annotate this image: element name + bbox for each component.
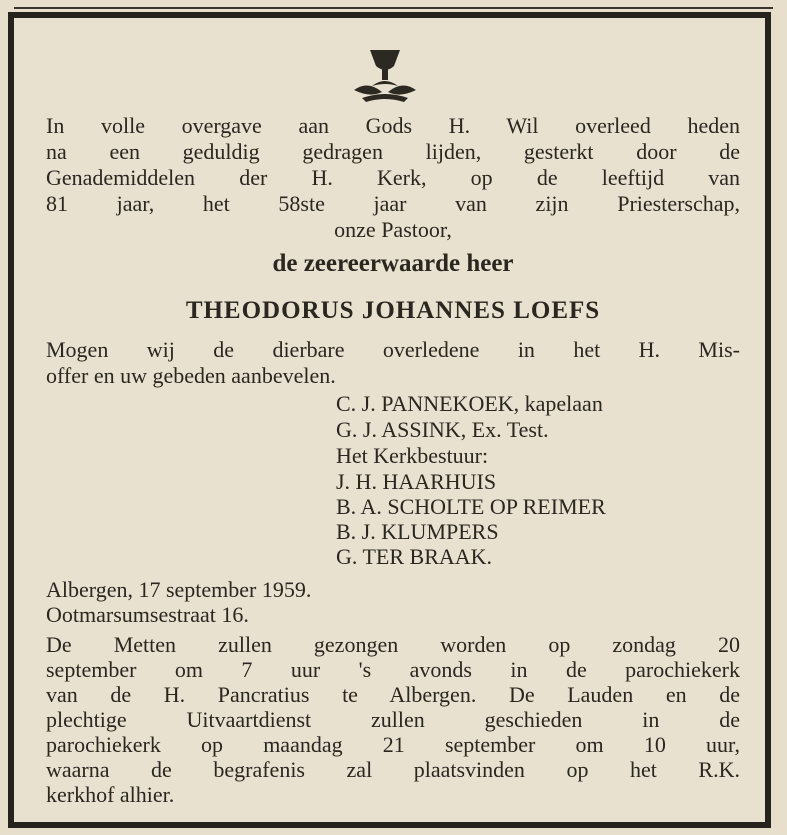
- service-line-5: parochiekerk op maandag 21 september om 10 uur,: [46, 732, 740, 757]
- signatory-line: G. J. ASSINK, Ex. Test.: [336, 417, 549, 442]
- top-rule: [14, 7, 773, 9]
- signatory-line: G. TER BRAAK.: [336, 544, 493, 569]
- intro-line-5: onze Pastoor,: [334, 217, 452, 242]
- signatory-line: Het Kerkbestuur:: [336, 443, 489, 468]
- signatory-line: B. J. KLUMPERS: [336, 519, 499, 544]
- intro-line-4: 81 jaar, het 58ste jaar van zijn Priesterschap,: [46, 191, 740, 216]
- intro-line-1: In volle overgave aan Gods H. Wil overleed heden: [46, 113, 740, 138]
- signatory-line: B. A. SCHOLTE OP REIMER: [336, 494, 606, 519]
- signatory-line: C. J. PANNEKOEK, kapelaan: [336, 391, 603, 416]
- intro-line-2: na een geduldig gedragen lijden, gesterkt door de: [46, 139, 740, 164]
- address: Ootmarsumsestraat 16.: [46, 602, 249, 627]
- service-line-6: waarna de begrafenis zal plaatsvinden op het R.K.: [46, 757, 740, 782]
- signatory-line: J. H. HAARHUIS: [336, 469, 497, 494]
- chalice-icon: [348, 46, 422, 108]
- deceased-name: THEODORUS JOHANNES LOEFS: [185, 297, 601, 324]
- service-line-2: september om 7 uur 's avonds in de parochiekerk: [46, 657, 740, 682]
- honorific: de zeereerwaarde heer: [272, 250, 514, 277]
- service-line-3: van de H. Pancratius te Albergen. De Lauden en de: [46, 682, 740, 707]
- intro-line-3: Genademiddelen der H. Kerk, op de leeftijd van: [46, 165, 740, 190]
- request-line-2: offer en uw gebeden aanbevelen.: [46, 363, 336, 388]
- obituary-frame: [8, 12, 771, 828]
- place-date: Albergen, 17 september 1959.: [46, 577, 312, 602]
- service-line-7: kerkhof alhier.: [46, 782, 175, 807]
- service-line-1: De Metten zullen gezongen worden op zondag 20: [46, 632, 740, 657]
- request-line-1: Mogen wij de dierbare overledene in het H. Mis-: [46, 337, 740, 362]
- service-line-4: plechtige Uitvaartdienst zullen geschieden in de: [46, 707, 740, 732]
